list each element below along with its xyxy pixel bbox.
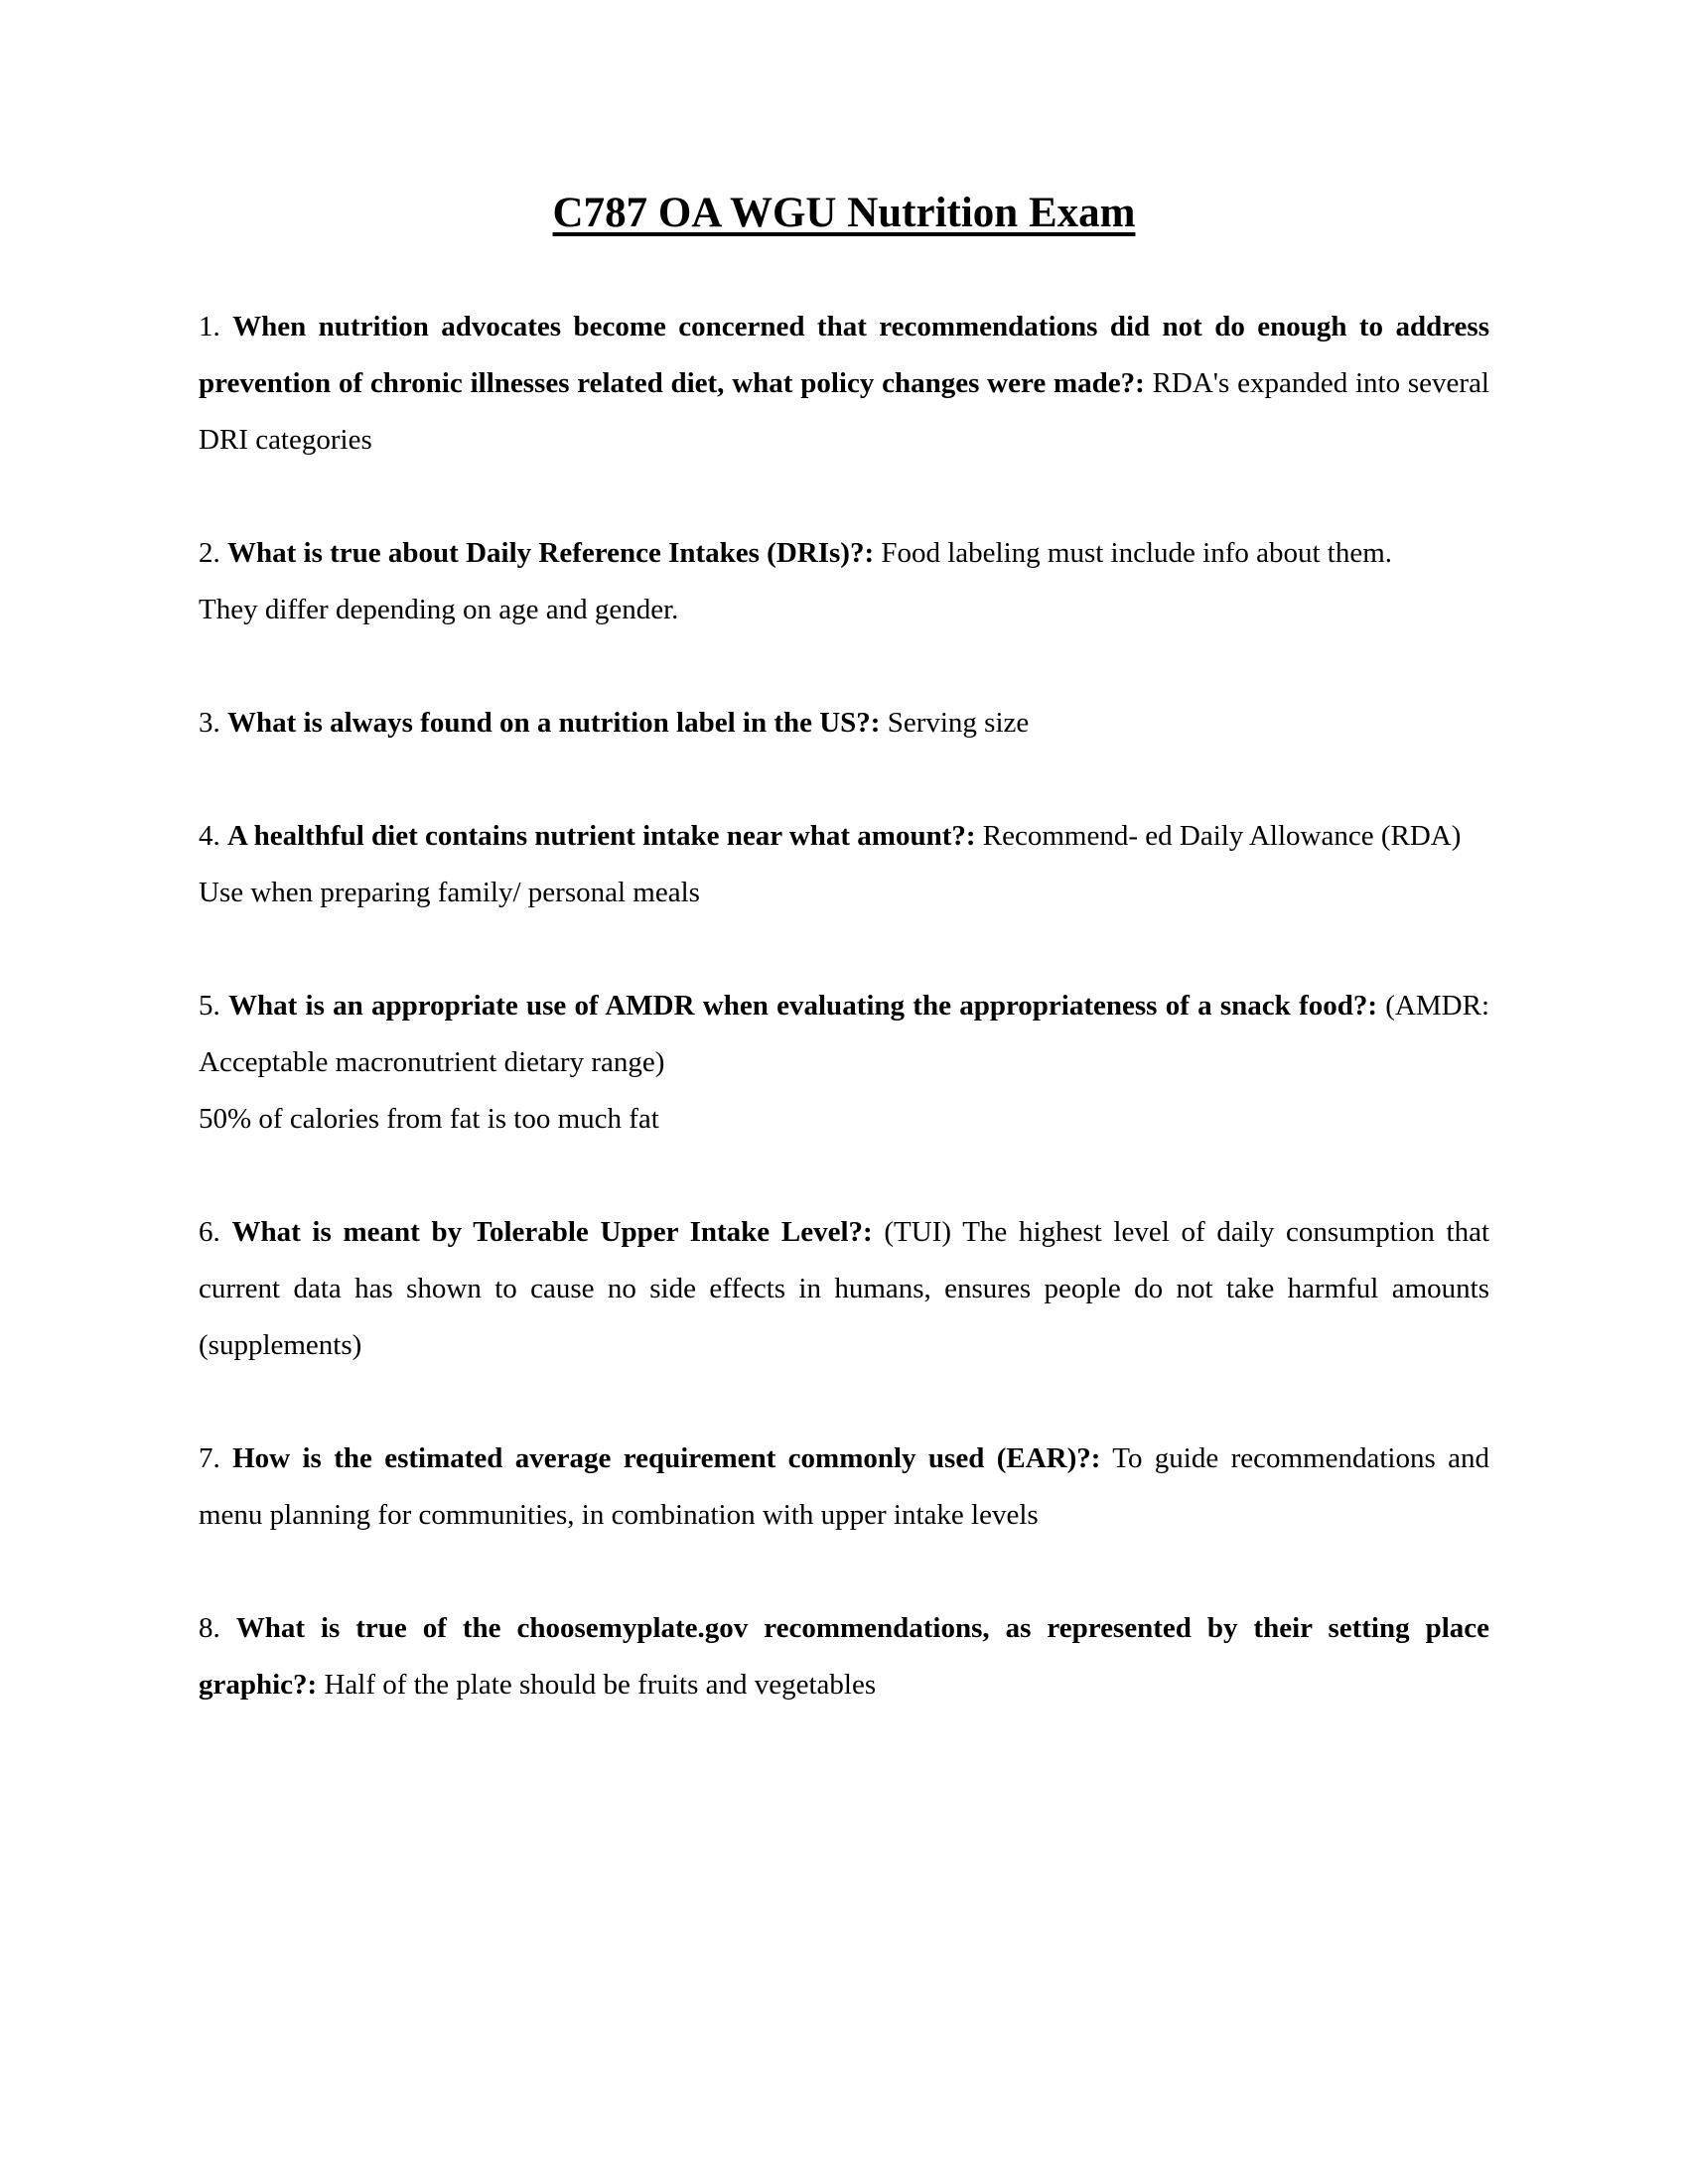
question-number: 2. <box>199 537 220 570</box>
question-text: What is true about Daily Reference Intakes (DRIs)?: <box>227 537 875 570</box>
page-title <box>199 189 1489 237</box>
question-number: 8. <box>199 1612 220 1645</box>
question-block-8 <box>199 1600 1489 1713</box>
question-paragraph <box>199 525 1489 582</box>
question-block-5 <box>199 978 1489 1148</box>
question-paragraph <box>199 299 1489 469</box>
question-text: What is an appropriate use of AMDR when evaluating the appropriateness of a snack food?: <box>228 990 1378 1023</box>
question-text: What is always found on a nutrition label in the US?: <box>227 707 881 740</box>
question-paragraph <box>199 1600 1489 1713</box>
answer-text: Food labeling must include info about them. <box>881 537 1393 570</box>
question-paragraph <box>199 695 1489 751</box>
question-paragraph <box>199 1431 1489 1544</box>
answer-extra-line: 50% of calories from fat is too much fat <box>199 1103 659 1136</box>
answer-text: Half of the plate should be fruits and vegetables <box>324 1669 877 1702</box>
question-number: 1. <box>199 311 220 343</box>
question-number: 7. <box>199 1442 220 1475</box>
question-number: 5. <box>199 990 220 1023</box>
answer-text: (TUI) The highest level of daily consumption that current data has shown to cause no side effects in humans, ensures people do not take harmful amounts (supplements) <box>199 1216 1490 1362</box>
question-text: A healthful diet contains nutrient intake near what amount?: <box>227 820 976 853</box>
answer-text: RDA's expanded into several DRI categories <box>199 367 1489 457</box>
question-block-4 <box>199 808 1489 921</box>
page-title-text: C787 OA WGU Nutrition Exam <box>552 190 1136 236</box>
answer-text: Serving size <box>887 707 1030 740</box>
question-paragraph <box>199 808 1489 865</box>
answer-text: To guide recommendations and menu planning for communities, in combination with upper intake levels <box>199 1442 1489 1532</box>
question-block-2 <box>199 525 1489 638</box>
question-block-1 <box>199 299 1489 469</box>
answer-text: (AMDR: Acceptable macronutrient dietary range) <box>199 990 1490 1079</box>
question-text: How is the estimated average requirement commonly used (EAR)?: <box>232 1442 1101 1475</box>
question-paragraph <box>199 978 1489 1091</box>
question-block-7 <box>199 1431 1489 1544</box>
answer-text: Recommend- ed Daily Allowance (RDA) <box>982 820 1462 853</box>
question-number: 4. <box>199 820 220 853</box>
question-number: 6. <box>199 1216 220 1249</box>
question-number: 3. <box>199 707 220 740</box>
answer-extra-line: They differ depending on age and gender. <box>199 594 679 626</box>
question-block-3 <box>199 695 1489 751</box>
question-text: What is meant by Tolerable Upper Intake Level?: <box>231 1216 873 1249</box>
question-block-6 <box>199 1204 1489 1374</box>
answer-extra-line: Use when preparing family/ personal meals <box>199 877 700 909</box>
question-text: When nutrition advocates become concerned that recommendations did not do enough to address prevention of chronic illnesses related diet, what policy changes were made?: <box>199 311 1489 400</box>
question-paragraph <box>199 1204 1489 1374</box>
question-text: What is true of the choosemyplate.gov recommendations, as represented by their setting place graphic?: <box>199 1612 1490 1702</box>
